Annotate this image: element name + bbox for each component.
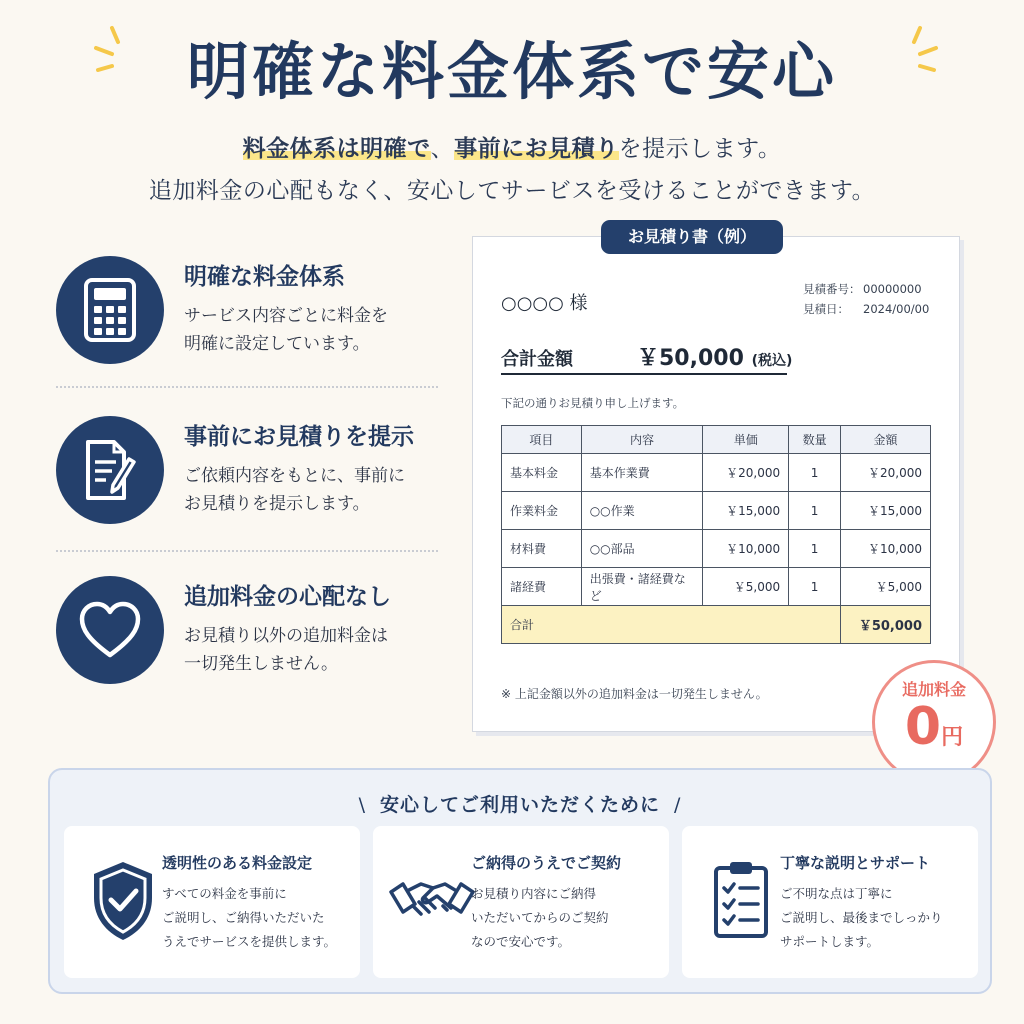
title-slash-right: / [674, 794, 682, 816]
handshake-icon [387, 856, 477, 946]
table-cell: 諸経費 [502, 568, 582, 606]
lead-rest: を提示します。 [618, 136, 782, 162]
table-cell: ￥10,000 [841, 530, 931, 568]
estimate-footnote: ※ 上記金額以外の追加料金は一切発生しません。 [501, 687, 768, 701]
table-row [502, 568, 931, 606]
badge-amount [875, 697, 993, 757]
column-header: 金額 [841, 426, 931, 454]
card-desc-line: いただいてからのご契約 [471, 910, 609, 925]
feature-divider [56, 386, 438, 388]
sum-label: 合計 [502, 606, 841, 644]
lead-highlight-2: 事前にお見積り [454, 136, 619, 162]
feature-desc-line: ご依頼内容をもとに、事前に [184, 466, 405, 486]
feature-description [184, 302, 388, 358]
estimate-number-label: 見積番号： [803, 282, 861, 296]
feature-description [184, 622, 388, 678]
card-desc-line: サポートします。 [780, 934, 880, 949]
estimate-total-label: 合計金額 [501, 349, 573, 370]
estimate-meta [803, 279, 929, 319]
card-description [162, 882, 336, 954]
feature-desc-line: 明確に設定しています。 [184, 334, 370, 354]
shield-check-icon [78, 856, 168, 946]
table-cell: ○○部品 [581, 530, 703, 568]
feature-desc-line: 一切発生しません。 [184, 654, 339, 674]
estimate-intro: 下記の通りお見積り申し上げます。 [501, 396, 685, 410]
title-slash-left: \ [358, 794, 366, 816]
table-row [502, 530, 931, 568]
badge-unit: 円 [941, 725, 964, 750]
table-cell: ￥15,000 [841, 492, 931, 530]
table-cell: 1 [789, 492, 841, 530]
heart-icon [56, 576, 164, 684]
card-desc-line: なので安心です。 [471, 934, 571, 949]
table-cell: 1 [789, 530, 841, 568]
clipboard-checklist-icon [696, 856, 786, 946]
feature-clear-pricing [56, 256, 440, 368]
card-desc-line: ご説明し、最後までしっかり [780, 910, 943, 925]
estimate-table [501, 425, 931, 644]
feature-desc-line: お見積りを提示します。 [184, 494, 370, 514]
estimate-total [501, 341, 793, 375]
feature-divider [56, 550, 438, 552]
panel-title [50, 790, 990, 817]
card-title: 透明性のある料金設定 [162, 854, 313, 872]
total-amount-value: ￥50,000 [637, 346, 744, 371]
table-cell: 基本作業費 [581, 454, 703, 492]
card-desc-line: お見積り内容にご納得 [471, 886, 597, 901]
estimate-document [472, 236, 960, 732]
lead-mid: 、 [430, 136, 455, 162]
panel-title-text: 安心してご利用いただくために [379, 794, 660, 816]
feature-title: 明確な料金体系 [184, 264, 345, 290]
card-agreement-contract [373, 826, 669, 978]
estimate-tab-label: お見積り書（例） [601, 220, 783, 254]
card-desc-line: すべての料金を事前に [162, 886, 287, 901]
card-description [471, 882, 609, 954]
card-title: ご納得のうえでご契約 [471, 854, 622, 872]
feature-desc-line: サービス内容ごとに料金を [184, 306, 388, 326]
lead-text-line2: 追加料金の心配もなく、安心してサービスを受けることができます。 [148, 178, 876, 204]
card-desc-line: うえでサービスを提供します。 [162, 934, 337, 949]
estimate-number-value: 00000000 [863, 282, 922, 296]
table-cell: ￥10,000 [703, 530, 789, 568]
badge-value: 0 [904, 697, 942, 757]
card-title: 丁寧な説明とサポート [780, 854, 931, 872]
table-sum-row [502, 606, 931, 644]
badge-label: 追加料金 [901, 680, 966, 699]
card-careful-support [682, 826, 978, 978]
table-cell: ○○作業 [581, 492, 703, 530]
column-header: 項目 [502, 426, 582, 454]
page-title: 明確な料金体系で安心 [186, 35, 837, 108]
table-header-row [502, 426, 931, 454]
card-desc-line: ご不明な点は丁寧に [780, 886, 893, 901]
lead-highlight-1: 料金体系は明確で [242, 136, 431, 162]
lead-text-line1 [0, 130, 1024, 163]
card-description [780, 882, 943, 954]
estimate-total-amount [637, 341, 792, 372]
feature-description [184, 462, 405, 518]
table-cell: 基本料金 [502, 454, 582, 492]
table-cell: 1 [789, 568, 841, 606]
feature-desc-line: お見積り以外の追加料金は [184, 626, 388, 646]
calculator-icon [56, 256, 164, 364]
table-cell: ￥15,000 [703, 492, 789, 530]
column-header: 数量 [789, 426, 841, 454]
table-cell: 作業料金 [502, 492, 582, 530]
table-cell: ￥5,000 [841, 568, 931, 606]
table-cell: ￥5,000 [703, 568, 789, 606]
table-cell: 出張費・諸経費など [581, 568, 703, 606]
estimate-recipient: ○○○○ 様 [501, 293, 588, 314]
table-cell: 材料費 [502, 530, 582, 568]
table-cell: 1 [789, 454, 841, 492]
card-desc-line: ご説明し、ご納得いただいた [162, 910, 325, 925]
card-transparent-pricing [64, 826, 360, 978]
estimate-date-value: 2024/00/00 [863, 302, 930, 316]
sum-value: ￥50,000 [841, 606, 931, 644]
feature-advance-estimate [56, 416, 440, 528]
document-pen-icon [56, 416, 164, 524]
no-extra-fee-badge [872, 660, 996, 784]
total-tax-label: (税込) [751, 353, 793, 369]
feature-title: 追加料金の心配なし [184, 584, 391, 610]
feature-no-extra-fees [56, 576, 440, 688]
table-row [502, 454, 931, 492]
column-header: 単価 [703, 426, 789, 454]
feature-title: 事前にお見積りを提示 [184, 424, 414, 450]
table-cell: ￥20,000 [841, 454, 931, 492]
estimate-date-label: 見積日： [803, 302, 849, 316]
table-row [502, 492, 931, 530]
reassurance-panel [48, 768, 992, 994]
table-cell: ￥20,000 [703, 454, 789, 492]
column-header: 内容 [581, 426, 703, 454]
